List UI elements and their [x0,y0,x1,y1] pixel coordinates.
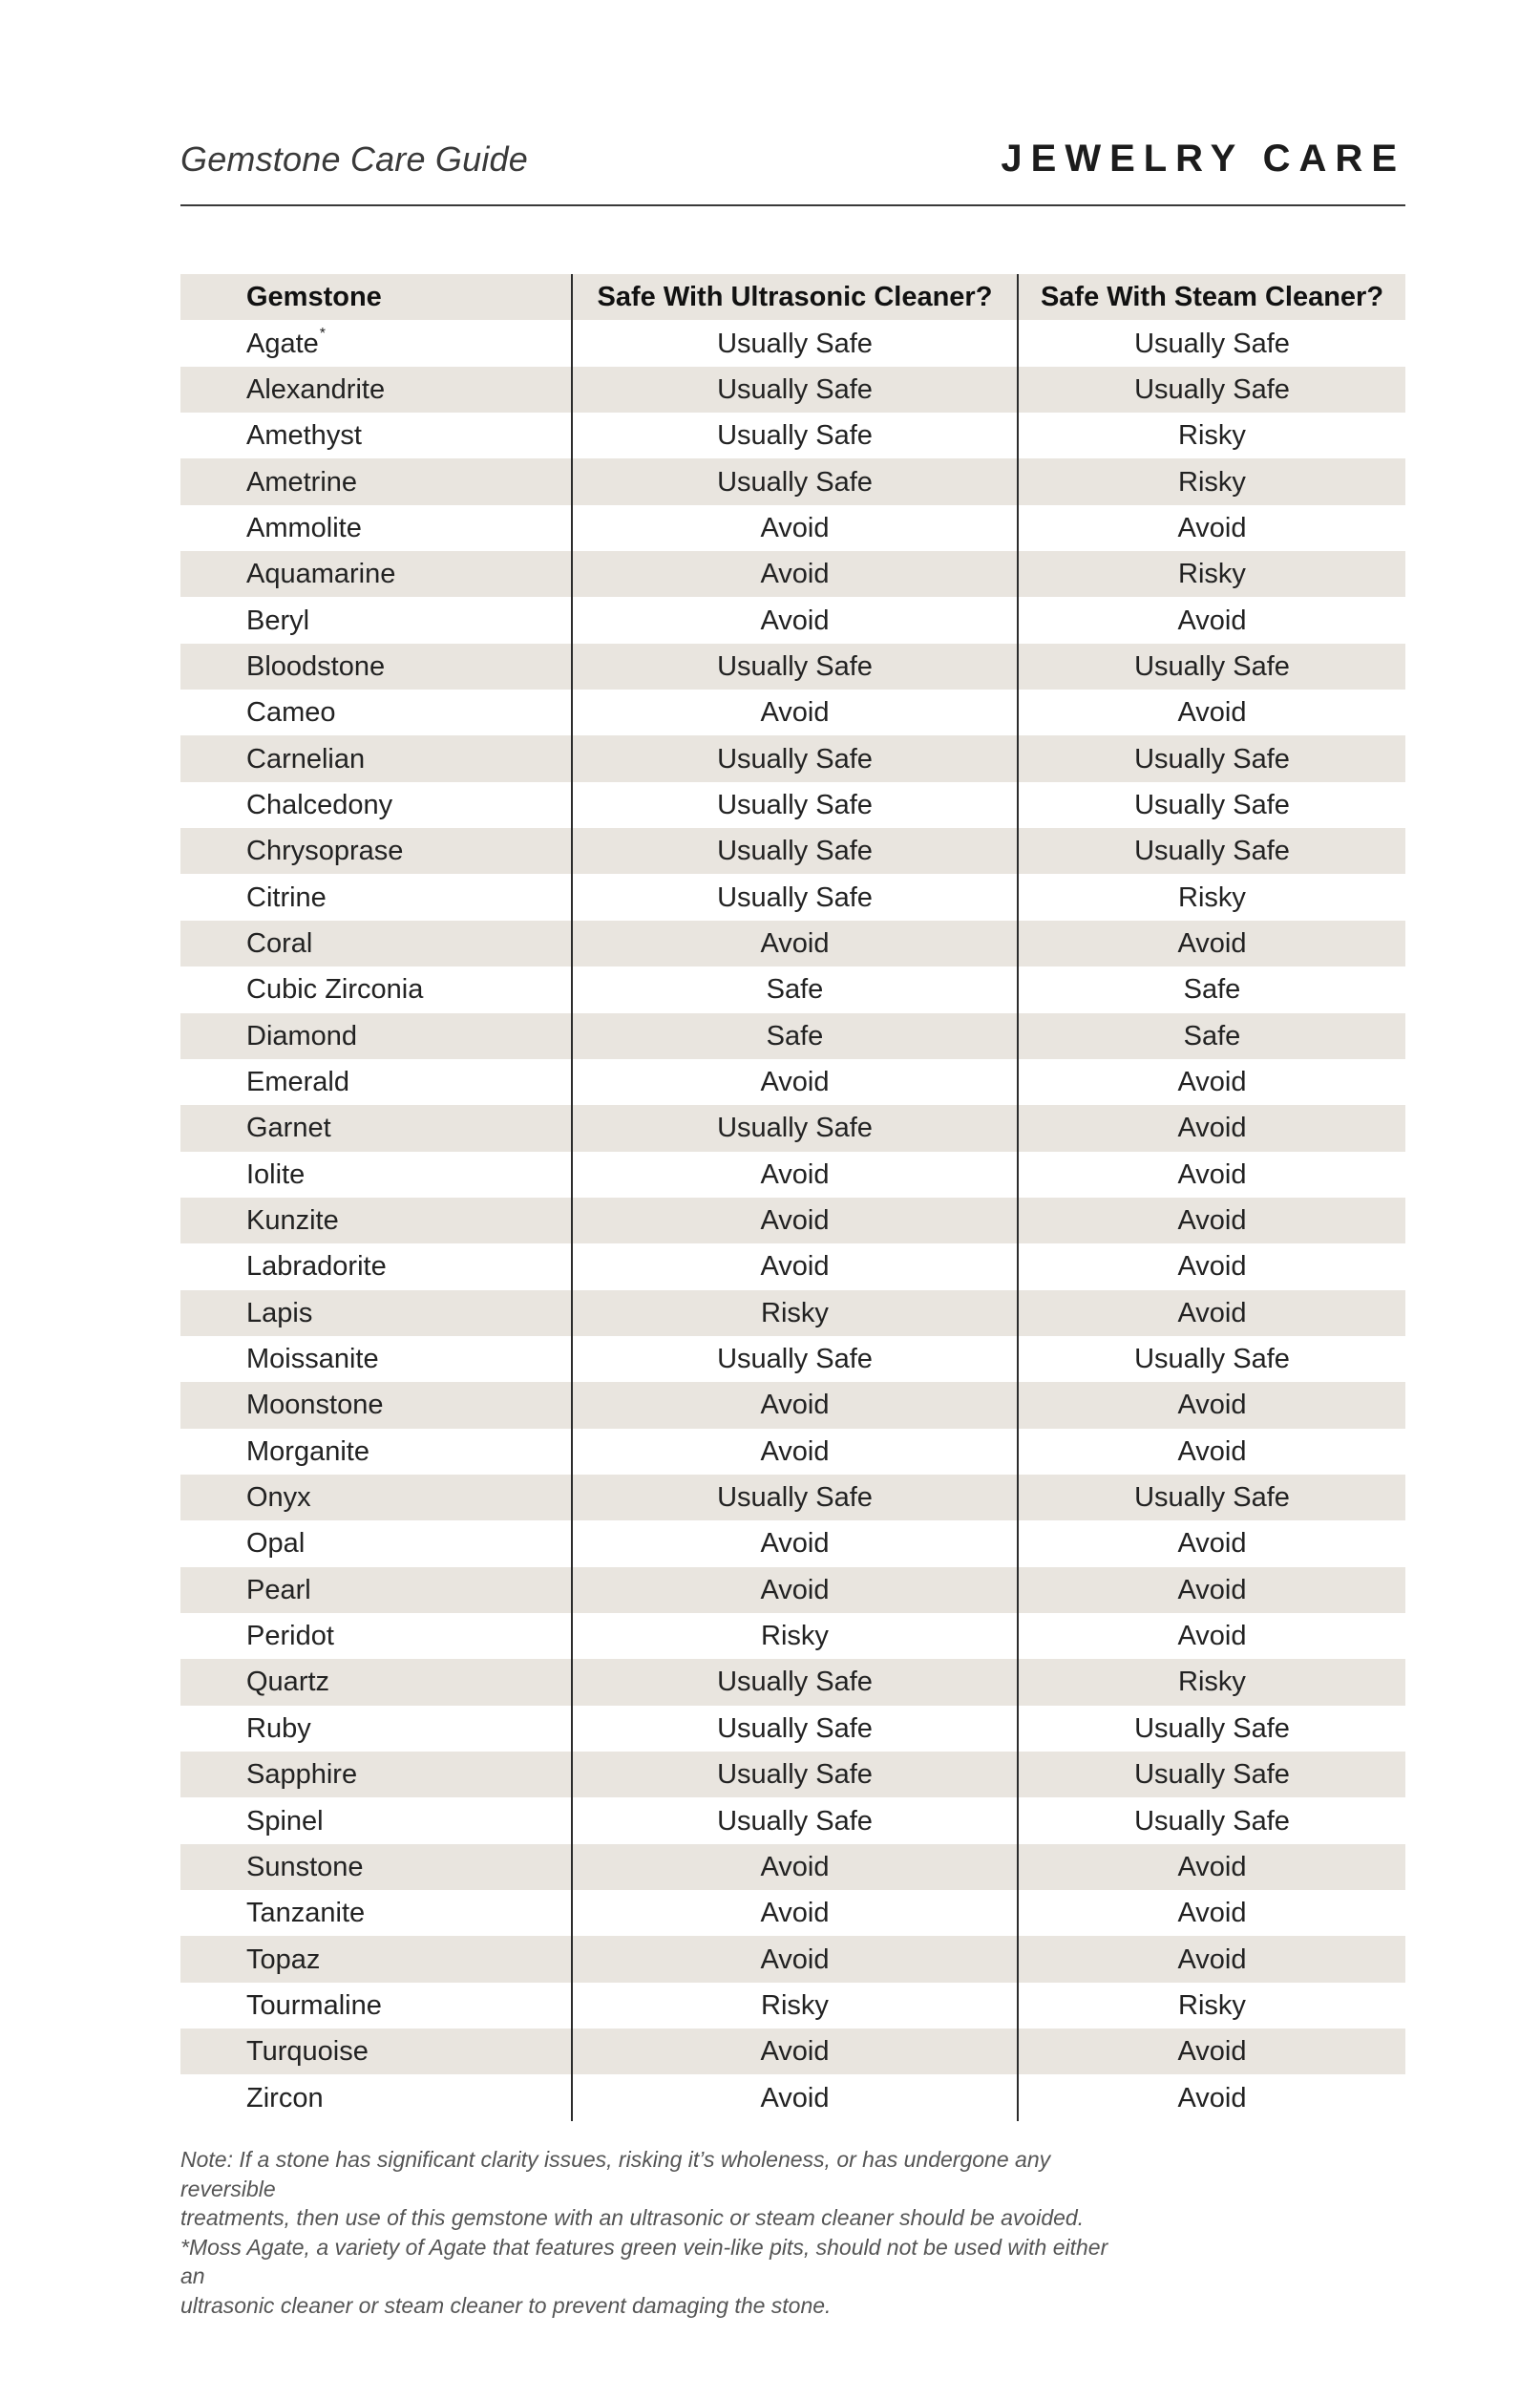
gemstone-name: Emerald [246,1067,349,1098]
table-row [180,1429,1405,1475]
steam-rating-cell: Avoid [1018,1844,1405,1890]
table-row [180,413,1405,458]
ultrasonic-rating-cell: Avoid [572,1243,1018,1289]
gemstone-name-cell [180,2074,572,2120]
ultrasonic-rating-cell: Usually Safe [572,644,1018,690]
ultrasonic-rating-cell: Avoid [572,1059,1018,1105]
gemstone-name-cell [180,1844,572,1890]
table-row [180,2028,1405,2074]
gemstone-name-cell [180,782,572,828]
table-row [180,1382,1405,1428]
table-row [180,1983,1405,2028]
gemstone-name-cell [180,921,572,966]
table-row [180,1475,1405,1520]
steam-rating-cell: Avoid [1018,1290,1405,1336]
document-subtitle: Gemstone Care Guide [180,139,528,179]
gemstone-name: Cameo [246,697,336,729]
steam-rating-cell: Avoid [1177,605,1247,636]
gemstone-name: Ammolite [246,512,362,543]
gemstone-name: Aquamarine [246,559,396,590]
table-row [180,1013,1405,1059]
gemstone-name-cell [180,597,572,643]
gemstone-name-cell [180,458,572,504]
footnote-line: ultrasonic cleaner or steam cleaner to prevent damaging the stone. [180,2292,832,2318]
table-row [180,1890,1405,1936]
steam-rating-cell: Avoid [1018,1105,1405,1151]
gemstone-name: Lapis [246,1297,313,1328]
gemstone-name-cell [180,1936,572,1982]
gemstone-name: Pearl [246,1574,311,1605]
steam-rating-cell: Risky [1178,420,1246,452]
steam-rating-cell: Usually Safe [1134,328,1290,359]
steam-rating-cell: Avoid [1018,921,1405,966]
ultrasonic-rating-cell: Usually Safe [572,1797,1018,1843]
gemstone-name-cell [180,690,572,735]
gemstone-name-cell [180,413,572,458]
ultrasonic-rating-cell: Avoid [572,2028,1018,2074]
steam-rating-cell: Avoid [1177,1251,1247,1283]
gemstone-name: Coral [246,927,313,959]
table-row [180,1844,1405,1890]
footnote-line: treatments, then use of this gemstone with an ultrasonic or steam cleaner should be avoided. [180,2205,1085,2230]
steam-rating-cell: Avoid [1177,1435,1247,1467]
gemstone-name: Quartz [246,1667,330,1698]
steam-rating-cell: Safe [1183,974,1241,1006]
ultrasonic-rating-cell: Usually Safe [572,1752,1018,1797]
gemstone-name-cell [180,1613,572,1659]
ultrasonic-rating-cell: Usually Safe [572,828,1018,874]
steam-rating-cell: Avoid [1018,1198,1405,1243]
ultrasonic-rating-cell: Usually Safe [572,1336,1018,1382]
ultrasonic-rating-cell: Usually Safe [572,1475,1018,1520]
table-row [180,1752,1405,1797]
gemstone-name-cell [180,1382,572,1428]
ultrasonic-rating-cell: Usually Safe [572,367,1018,413]
gemstone-name: Beryl [246,605,310,636]
gemstone-name-cell [180,1152,572,1198]
steam-rating-cell: Usually Safe [1018,828,1405,874]
gemstone-name-cell [180,320,572,366]
gemstone-name: Citrine [246,881,327,913]
gemstone-name: Tourmaline [246,1989,382,2021]
table-row [180,1936,1405,1982]
table-row [180,1198,1405,1243]
ultrasonic-rating-cell: Avoid [572,921,1018,966]
ultrasonic-rating-cell: Avoid [572,690,1018,735]
table-row [180,1152,1405,1198]
steam-rating-cell: Avoid [1177,2082,1247,2113]
table-row [180,597,1405,643]
table-row [180,1659,1405,1705]
ultrasonic-rating-cell: Usually Safe [572,1659,1018,1705]
ultrasonic-rating-cell: Avoid [572,1198,1018,1243]
gemstone-name-cell [180,505,572,551]
steam-rating-cell: Usually Safe [1134,1805,1290,1837]
gemstone-name-cell [180,1890,572,1936]
ultrasonic-rating-cell: Usually Safe [572,413,1018,458]
table-row [180,2074,1405,2120]
gemstone-name-cell [180,1659,572,1705]
steam-rating-cell: Usually Safe [1018,1752,1405,1797]
gemstone-name: Agate [246,328,319,359]
gemstone-name-cell [180,1059,572,1105]
steam-rating-cell: Avoid [1177,1621,1247,1652]
table-row [180,320,1405,366]
table-row [180,1567,1405,1613]
ultrasonic-rating-cell: Avoid [572,1382,1018,1428]
table-row [180,874,1405,920]
gemstone-name: Bloodstone [246,650,386,682]
ultrasonic-rating-cell: Usually Safe [572,782,1018,828]
gemstone-name-cell [180,1983,572,2028]
gemstone-name-cell [180,551,572,597]
table-row [180,1336,1405,1382]
gemstone-name: Diamond [246,1020,358,1051]
table-row [180,735,1405,781]
ultrasonic-rating-cell: Avoid [572,1890,1018,1936]
gemstone-name-cell [180,644,572,690]
steam-rating-cell: Usually Safe [1134,789,1290,820]
gemstone-name: Sapphire [246,1759,358,1791]
steam-rating-cell: Avoid [1018,1567,1405,1613]
gemstone-name-cell [180,1520,572,1566]
steam-rating-cell: Usually Safe [1018,367,1405,413]
steam-rating-cell: Avoid [1018,1382,1405,1428]
ultrasonic-rating-cell: Avoid [572,1429,1018,1475]
table-row [180,966,1405,1012]
gemstone-name-cell [180,1797,572,1843]
gemstone-name: Iolite [246,1158,306,1190]
table-row [180,458,1405,504]
table-row [180,690,1405,735]
gemstone-name-cell [180,874,572,920]
gemstone-name: Ruby [246,1712,311,1744]
gemstone-name: Moonstone [246,1390,384,1421]
ultrasonic-rating-cell: Usually Safe [572,320,1018,366]
gemstone-name: Chalcedony [246,789,393,820]
steam-rating-cell: Risky [1178,881,1246,913]
gemstone-name-cell [180,1429,572,1475]
gemstone-name-cell [180,1290,572,1336]
ultrasonic-rating-cell: Avoid [572,1520,1018,1566]
footnote-marker: * [319,325,327,342]
gemstone-name: Cubic Zirconia [246,974,424,1006]
table-row [180,1290,1405,1336]
ultrasonic-rating-cell: Avoid [572,2074,1018,2120]
gemstone-name: Garnet [246,1113,331,1144]
gemstone-care-table [180,274,1405,2121]
ultrasonic-rating-cell: Safe [572,966,1018,1012]
ultrasonic-rating-cell: Usually Safe [572,874,1018,920]
ultrasonic-rating-cell: Avoid [572,1152,1018,1198]
steam-rating-cell: Usually Safe [1018,644,1405,690]
gemstone-name-cell [180,735,572,781]
table-row [180,367,1405,413]
footnote-line: Note: If a stone has significant clarity issues, risking it’s wholeness, or has undergone any reversible [180,2147,1051,2201]
gemstone-name-cell [180,966,572,1012]
footnote-line: *Moss Agate, a variety of Agate that features green vein-like pits, should not be used with either an [180,2234,1108,2288]
table-row [180,782,1405,828]
ultrasonic-rating-cell: Avoid [572,505,1018,551]
steam-rating-cell: Avoid [1177,1067,1247,1098]
gemstone-name-cell [180,367,572,413]
gemstone-name-cell [180,2028,572,2074]
steam-rating-cell: Risky [1018,1659,1405,1705]
table-body [180,320,1405,2120]
gemstone-name-cell [180,1567,572,1613]
ultrasonic-rating-cell: Avoid [572,551,1018,597]
gemstone-name: Morganite [246,1435,369,1467]
table-row [180,1520,1405,1566]
ultrasonic-rating-cell: Usually Safe [572,735,1018,781]
ultrasonic-rating-cell: Usually Safe [572,458,1018,504]
table-row [180,1059,1405,1105]
table-row [180,1613,1405,1659]
table-row [180,1105,1405,1151]
steam-rating-cell: Risky [1018,458,1405,504]
document-title: JEWELRY CARE [1001,138,1405,180]
table-row [180,505,1405,551]
gemstone-name: Spinel [246,1805,324,1837]
table-row [180,1243,1405,1289]
table-row [180,828,1405,874]
steam-rating-cell: Usually Safe [1134,1712,1290,1744]
page-header [180,124,1405,206]
table-row [180,1797,1405,1843]
steam-rating-cell: Avoid [1177,1528,1247,1560]
steam-rating-cell: Safe [1018,1013,1405,1059]
gemstone-name-cell [180,1706,572,1752]
ultrasonic-rating-cell: Avoid [572,1936,1018,1982]
steam-rating-cell: Risky [1178,1989,1246,2021]
gemstone-name: Zircon [246,2082,324,2113]
table-header-row [180,274,1405,320]
ultrasonic-rating-cell: Avoid [572,1567,1018,1613]
steam-rating-cell: Usually Safe [1018,1475,1405,1520]
gemstone-name-cell [180,1752,572,1797]
ultrasonic-rating-cell: Avoid [572,1844,1018,1890]
gemstone-name: Chrysoprase [246,836,404,867]
ultrasonic-rating-cell: Usually Safe [572,1706,1018,1752]
column-header-steam: Safe With Steam Cleaner? [1018,274,1405,320]
steam-rating-cell: Avoid [1177,1158,1247,1190]
gemstone-name: Sunstone [246,1851,364,1882]
gemstone-name-cell [180,1013,572,1059]
gemstone-name: Ametrine [246,466,358,498]
table-row [180,644,1405,690]
gemstone-name-cell [180,1198,572,1243]
column-header-gemstone: Gemstone [180,274,572,320]
table-row [180,921,1405,966]
gemstone-name: Moissanite [246,1344,379,1375]
gemstone-name: Peridot [246,1621,334,1652]
gemstone-name: Alexandrite [246,373,386,405]
ultrasonic-rating-cell: Risky [572,1613,1018,1659]
ultrasonic-rating-cell: Risky [572,1983,1018,2028]
steam-rating-cell: Avoid [1177,1898,1247,1929]
gemstone-name-cell [180,1243,572,1289]
column-header-ultrasonic: Safe With Ultrasonic Cleaner? [572,274,1018,320]
table-row [180,1706,1405,1752]
table-row [180,551,1405,597]
gemstone-name: Opal [246,1528,306,1560]
steam-rating-cell: Risky [1018,551,1405,597]
ultrasonic-rating-cell: Avoid [572,597,1018,643]
gemstone-name: Kunzite [246,1205,339,1237]
gemstone-name-cell [180,1105,572,1151]
steam-rating-cell: Avoid [1177,697,1247,729]
gemstone-name-cell [180,1475,572,1520]
gemstone-name-cell [180,828,572,874]
ultrasonic-rating-cell: Risky [572,1290,1018,1336]
footnotes [180,2145,1135,2320]
steam-rating-cell: Avoid [1177,512,1247,543]
ultrasonic-rating-cell: Safe [572,1013,1018,1059]
steam-rating-cell: Usually Safe [1018,735,1405,781]
gemstone-name: Turquoise [246,2036,369,2068]
steam-rating-cell: Usually Safe [1134,1344,1290,1375]
gemstone-name-cell [180,1336,572,1382]
ultrasonic-rating-cell: Usually Safe [572,1105,1018,1151]
gemstone-name: Onyx [246,1482,311,1514]
steam-rating-cell: Avoid [1018,1936,1405,1982]
gemstone-name: Carnelian [246,743,366,775]
steam-rating-cell: Avoid [1018,2028,1405,2074]
gemstone-name: Tanzanite [246,1898,366,1929]
gemstone-name: Amethyst [246,420,362,452]
gemstone-name: Labradorite [246,1251,387,1283]
gemstone-name: Topaz [246,1943,321,1975]
